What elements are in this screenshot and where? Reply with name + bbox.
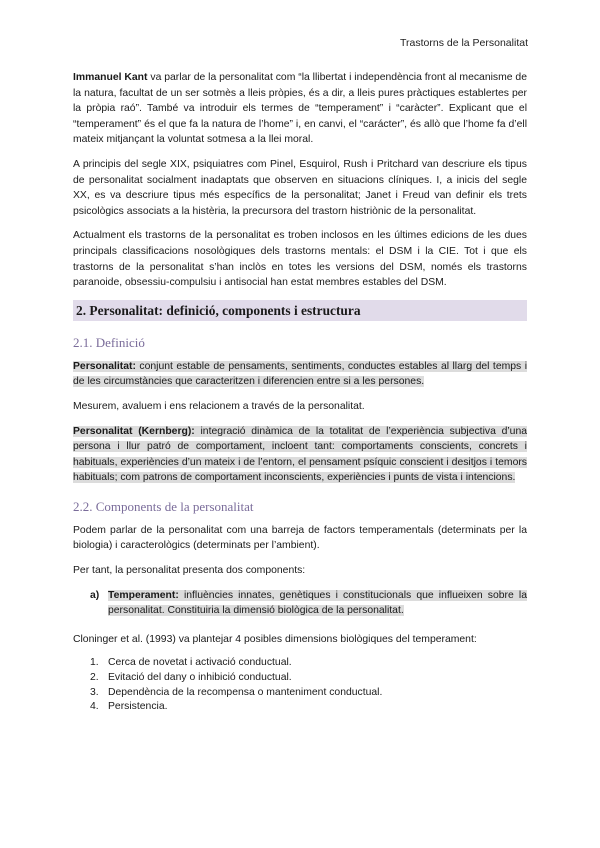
list-item: [73, 671, 527, 686]
subsection-heading-definicio: 2.1. Definició: [73, 334, 145, 350]
kernberg-term: Personalitat (Kernberg):: [73, 425, 195, 437]
list-item-text: Dependència de la recompensa o manteniment conductual.: [108, 686, 383, 698]
page-content: [73, 70, 527, 715]
dimensions-list: [73, 656, 527, 714]
definition-text: conjunt estable de pensaments, sentiments, conductes estables al llarg del temps i de les circumstàncies que caracteritzen i diferencien entre si a les persones.: [73, 360, 527, 388]
paragraph-two-components: Per tant, la personalitat presenta dos components:: [73, 565, 306, 577]
list-number: 3.: [90, 686, 99, 698]
temperament-text: influències innates, genètiques i constitucionals que influeixen sobre la personalitat. Constituiria la dimensió biològica de la personalitat.: [108, 589, 527, 617]
components-list: [73, 588, 527, 619]
paragraph-kant: [73, 70, 527, 148]
definition-personalitat: [73, 359, 527, 390]
list-number: 4.: [90, 701, 99, 713]
paragraph-cloninger: Cloninger et al. (1993) va plantejar 4 posibles dimensions biològiques del temperament:: [73, 633, 477, 645]
paragraph-mixture: Podem parlar de la personalitat com una barreja de factors temperamentals (determinats per la biologia) i caracterològics (determinats per l’ambient).: [73, 524, 527, 552]
list-item: [73, 656, 527, 671]
definition-term: Personalitat:: [73, 360, 136, 372]
temperament-term: Temperament:: [108, 589, 179, 601]
list-number: 2.: [90, 672, 99, 684]
kant-name: Immanuel Kant: [73, 72, 148, 83]
list-item: [73, 686, 527, 701]
running-header: Trastorns de la Personalitat: [399, 37, 528, 49]
subsection-heading-components: 2.2. Components de la personalitat: [73, 498, 254, 514]
kant-text: va parlar de la personalitat com “la llibertat i independència front al mecanisme de la natura, facultat de un ser sotmès a lleis pròpies, és a dir, a lleis pures pràctiques establertes per la pròpia raó”. També va introduir els termes de “temperament” i “caràcter”. Explicant que el “temperament” és el que fa la natura de l’home” i, en canvi, el “carácter”, és allò que l’home fa d’ell mateix mitjançant la voluntat sotmesa a la llei moral.: [73, 72, 527, 146]
kernberg-text: integració dinàmica de la totalitat de l’experiència subjectiva d’una persona i llur patró de comportament, incloent tant: comportaments conscients, concrets i habituals, experiències d’un mateix i de l’entorn, el pensament psíquic conscient i desitjos i temors habituals; com patrons de comportament inconscients, experiències i punts de vista i intencions.: [73, 425, 527, 484]
list-item: [73, 700, 527, 715]
paragraph-dsm: Actualment els trastorns de la personalitat es troben inclosos en les últimes edicions de les dues principals classificacions nosològiques dels trastorns mentals: el DSM i la CIE. Tot i que els trastorns de la personalitat s’han inclòs en totes les versions del DSM, només els trastorns paranoide, obsessiu-compulsiu i antisocial han estat membres estables del DSM.: [73, 230, 527, 289]
definition-kernberg: [73, 424, 527, 486]
temperament-highlight: [108, 590, 527, 617]
list-item-text: Cerca de novetat i activació conductual.: [108, 657, 292, 669]
list-item-text: Evitació del dany o inhibició conductual.: [108, 672, 292, 684]
list-marker: a): [90, 589, 100, 601]
section-heading: 2. Personalitat: definició, components i estructura: [73, 300, 527, 321]
definition-highlight: [73, 361, 527, 388]
list-item: [73, 588, 527, 619]
kernberg-highlight: [73, 426, 527, 484]
paragraph-history: A principis del segle XIX, psiquiatres com Pinel, Esquirol, Rush i Pritchard van descriure els tipus de personalitat socialment inadaptats que observen en situacions clíniques. I, a inicis del segle XX, es va descriure tipus més específics de la personalitat; Janet i Freud van definir els trets psicològics associats a la histèria, la precursora del trastorn histriònic de la personalitat.: [73, 158, 527, 217]
list-number: 1.: [90, 657, 99, 669]
paragraph-measure: Mesurem, avaluem i ens relacionem a través de la personalitat.: [73, 400, 365, 412]
list-item-text: Persistencia.: [108, 701, 168, 713]
